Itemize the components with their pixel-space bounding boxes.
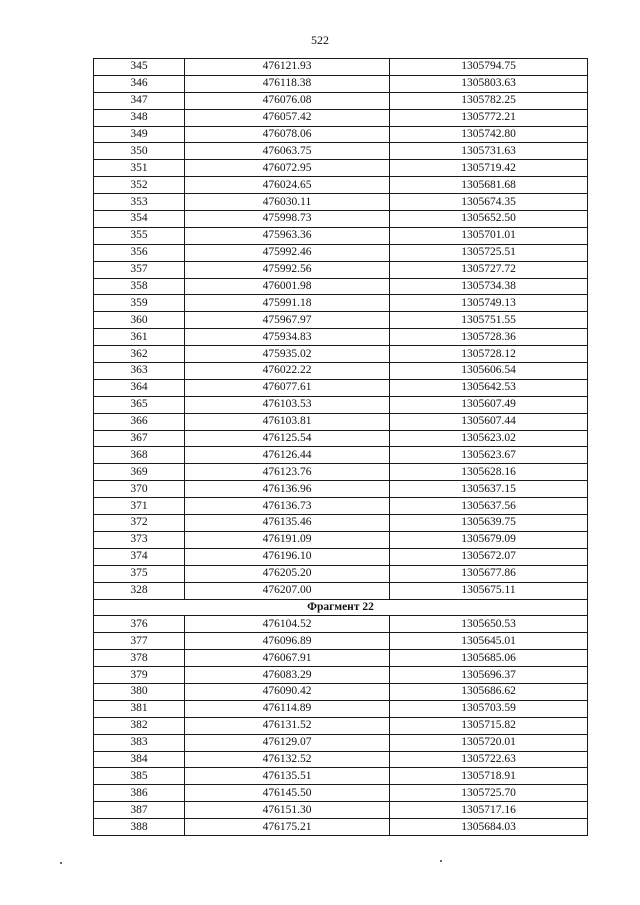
x-coordinate-cell: 476175.21 — [185, 819, 390, 836]
x-coordinate-cell: 476072.95 — [185, 160, 390, 177]
point-number-cell: 356 — [94, 244, 185, 261]
point-number-cell: 378 — [94, 650, 185, 667]
x-coordinate-cell: 476090.42 — [185, 683, 390, 700]
table-row — [94, 700, 588, 717]
point-number-cell: 368 — [94, 447, 185, 464]
point-number-cell: 355 — [94, 227, 185, 244]
y-coordinate-cell: 1305645.01 — [390, 633, 588, 650]
coordinates-table — [93, 58, 588, 836]
y-coordinate-cell: 1305652.50 — [390, 211, 588, 228]
y-coordinate-cell: 1305727.72 — [390, 261, 588, 278]
point-number-cell: 375 — [94, 565, 185, 582]
point-number-cell: 380 — [94, 683, 185, 700]
x-coordinate-cell: 476063.75 — [185, 143, 390, 160]
x-coordinate-cell: 476078.06 — [185, 126, 390, 143]
table-row — [94, 667, 588, 684]
table-row — [94, 278, 588, 295]
table-row — [94, 261, 588, 278]
table-row — [94, 312, 588, 329]
x-coordinate-cell: 476083.29 — [185, 667, 390, 684]
table-row — [94, 802, 588, 819]
table-row — [94, 683, 588, 700]
y-coordinate-cell: 1305751.55 — [390, 312, 588, 329]
point-number-cell: 358 — [94, 278, 185, 295]
x-coordinate-cell: 476001.98 — [185, 278, 390, 295]
x-coordinate-cell: 476191.09 — [185, 531, 390, 548]
point-number-cell: 385 — [94, 768, 185, 785]
point-number-cell: 367 — [94, 430, 185, 447]
table-row — [94, 734, 588, 751]
x-coordinate-cell: 476131.52 — [185, 717, 390, 734]
point-number-cell: 376 — [94, 616, 185, 633]
point-number-cell: 383 — [94, 734, 185, 751]
table-row — [94, 515, 588, 532]
y-coordinate-cell: 1305681.68 — [390, 177, 588, 194]
table-row — [94, 565, 588, 582]
point-number-cell: 352 — [94, 177, 185, 194]
point-number-cell: 384 — [94, 751, 185, 768]
y-coordinate-cell: 1305639.75 — [390, 515, 588, 532]
table-row — [94, 329, 588, 346]
y-coordinate-cell: 1305715.82 — [390, 717, 588, 734]
table-row — [94, 126, 588, 143]
y-coordinate-cell: 1305731.63 — [390, 143, 588, 160]
x-coordinate-cell: 476077.61 — [185, 379, 390, 396]
fragment-title: Фрагмент 22 — [94, 599, 588, 616]
y-coordinate-cell: 1305677.86 — [390, 565, 588, 582]
y-coordinate-cell: 1305718.91 — [390, 768, 588, 785]
y-coordinate-cell: 1305674.35 — [390, 194, 588, 211]
table-row — [94, 160, 588, 177]
y-coordinate-cell: 1305703.59 — [390, 700, 588, 717]
x-coordinate-cell: 476129.07 — [185, 734, 390, 751]
x-coordinate-cell: 476104.52 — [185, 616, 390, 633]
y-coordinate-cell: 1305607.49 — [390, 396, 588, 413]
point-number-cell: 387 — [94, 802, 185, 819]
y-coordinate-cell: 1305717.16 — [390, 802, 588, 819]
point-number-cell: 362 — [94, 346, 185, 363]
table-row — [94, 430, 588, 447]
y-coordinate-cell: 1305742.80 — [390, 126, 588, 143]
table-row — [94, 92, 588, 109]
table-row — [94, 177, 588, 194]
table-row — [94, 363, 588, 380]
y-coordinate-cell: 1305684.03 — [390, 819, 588, 836]
y-coordinate-cell: 1305696.37 — [390, 667, 588, 684]
y-coordinate-cell: 1305623.67 — [390, 447, 588, 464]
y-coordinate-cell: 1305686.62 — [390, 683, 588, 700]
x-coordinate-cell: 476022.22 — [185, 363, 390, 380]
x-coordinate-cell: 476123.76 — [185, 464, 390, 481]
scan-speck — [60, 862, 62, 864]
table-row — [94, 244, 588, 261]
y-coordinate-cell: 1305728.12 — [390, 346, 588, 363]
x-coordinate-cell: 475992.56 — [185, 261, 390, 278]
table-row — [94, 650, 588, 667]
x-coordinate-cell: 476126.44 — [185, 447, 390, 464]
table-row — [94, 295, 588, 312]
x-coordinate-cell: 476057.42 — [185, 109, 390, 126]
y-coordinate-cell: 1305637.15 — [390, 481, 588, 498]
y-coordinate-cell: 1305794.75 — [390, 59, 588, 76]
point-number-cell: 349 — [94, 126, 185, 143]
point-number-cell: 369 — [94, 464, 185, 481]
y-coordinate-cell: 1305701.01 — [390, 227, 588, 244]
point-number-cell: 373 — [94, 531, 185, 548]
table-row — [94, 346, 588, 363]
x-coordinate-cell: 476103.81 — [185, 413, 390, 430]
table-row — [94, 582, 588, 599]
table-row — [94, 633, 588, 650]
table-row — [94, 396, 588, 413]
x-coordinate-cell: 476121.93 — [185, 59, 390, 76]
point-number-cell: 386 — [94, 785, 185, 802]
x-coordinate-cell: 476145.50 — [185, 785, 390, 802]
table-row — [94, 548, 588, 565]
y-coordinate-cell: 1305685.06 — [390, 650, 588, 667]
table-row — [94, 531, 588, 548]
x-coordinate-cell: 476132.52 — [185, 751, 390, 768]
table-row — [94, 447, 588, 464]
y-coordinate-cell: 1305628.16 — [390, 464, 588, 481]
y-coordinate-cell: 1305679.09 — [390, 531, 588, 548]
x-coordinate-cell: 476205.20 — [185, 565, 390, 582]
point-number-cell: 346 — [94, 75, 185, 92]
coordinates-rows-before — [94, 59, 588, 600]
table-row — [94, 194, 588, 211]
x-coordinate-cell: 475935.02 — [185, 346, 390, 363]
y-coordinate-cell: 1305719.42 — [390, 160, 588, 177]
point-number-cell: 365 — [94, 396, 185, 413]
x-coordinate-cell: 475934.83 — [185, 329, 390, 346]
point-number-cell: 366 — [94, 413, 185, 430]
coordinates-rows-after — [94, 616, 588, 836]
point-number-cell: 370 — [94, 481, 185, 498]
fragment-header-row — [94, 599, 588, 616]
y-coordinate-cell: 1305803.63 — [390, 75, 588, 92]
scan-speck — [440, 860, 442, 862]
table-row — [94, 616, 588, 633]
y-coordinate-cell: 1305637.56 — [390, 498, 588, 515]
x-coordinate-cell: 476135.51 — [185, 768, 390, 785]
y-coordinate-cell: 1305650.53 — [390, 616, 588, 633]
point-number-cell: 379 — [94, 667, 185, 684]
fragment-section — [94, 599, 588, 616]
x-coordinate-cell: 476136.96 — [185, 481, 390, 498]
point-number-cell: 359 — [94, 295, 185, 312]
point-number-cell: 361 — [94, 329, 185, 346]
y-coordinate-cell: 1305725.70 — [390, 785, 588, 802]
x-coordinate-cell: 476118.38 — [185, 75, 390, 92]
point-number-cell: 381 — [94, 700, 185, 717]
point-number-cell: 357 — [94, 261, 185, 278]
x-coordinate-cell: 476067.91 — [185, 650, 390, 667]
y-coordinate-cell: 1305607.44 — [390, 413, 588, 430]
x-coordinate-cell: 475991.18 — [185, 295, 390, 312]
table-row — [94, 59, 588, 76]
y-coordinate-cell: 1305675.11 — [390, 582, 588, 599]
point-number-cell: 328 — [94, 582, 185, 599]
page-number: 522 — [311, 33, 329, 47]
table-row — [94, 143, 588, 160]
y-coordinate-cell: 1305734.38 — [390, 278, 588, 295]
x-coordinate-cell: 476196.10 — [185, 548, 390, 565]
point-number-cell: 347 — [94, 92, 185, 109]
x-coordinate-cell: 476114.89 — [185, 700, 390, 717]
table-row — [94, 481, 588, 498]
y-coordinate-cell: 1305782.25 — [390, 92, 588, 109]
y-coordinate-cell: 1305728.36 — [390, 329, 588, 346]
x-coordinate-cell: 476136.73 — [185, 498, 390, 515]
table-row — [94, 227, 588, 244]
y-coordinate-cell: 1305623.02 — [390, 430, 588, 447]
y-coordinate-cell: 1305772.21 — [390, 109, 588, 126]
y-coordinate-cell: 1305749.13 — [390, 295, 588, 312]
x-coordinate-cell: 476076.08 — [185, 92, 390, 109]
x-coordinate-cell: 476151.30 — [185, 802, 390, 819]
x-coordinate-cell: 476125.54 — [185, 430, 390, 447]
y-coordinate-cell: 1305606.54 — [390, 363, 588, 380]
table-row — [94, 211, 588, 228]
table-row — [94, 109, 588, 126]
point-number-cell: 345 — [94, 59, 185, 76]
x-coordinate-cell: 476030.11 — [185, 194, 390, 211]
point-number-cell: 374 — [94, 548, 185, 565]
point-number-cell: 388 — [94, 819, 185, 836]
x-coordinate-cell: 475998.73 — [185, 211, 390, 228]
table-row — [94, 413, 588, 430]
y-coordinate-cell: 1305672.07 — [390, 548, 588, 565]
point-number-cell: 377 — [94, 633, 185, 650]
y-coordinate-cell: 1305642.53 — [390, 379, 588, 396]
point-number-cell: 360 — [94, 312, 185, 329]
point-number-cell: 353 — [94, 194, 185, 211]
x-coordinate-cell: 475992.46 — [185, 244, 390, 261]
table-row — [94, 379, 588, 396]
point-number-cell: 363 — [94, 363, 185, 380]
point-number-cell: 371 — [94, 498, 185, 515]
table-row — [94, 819, 588, 836]
y-coordinate-cell: 1305720.01 — [390, 734, 588, 751]
x-coordinate-cell: 476135.46 — [185, 515, 390, 532]
table-row — [94, 717, 588, 734]
x-coordinate-cell: 475967.97 — [185, 312, 390, 329]
table-row — [94, 75, 588, 92]
x-coordinate-cell: 475963.36 — [185, 227, 390, 244]
y-coordinate-cell: 1305722.63 — [390, 751, 588, 768]
table-row — [94, 785, 588, 802]
point-number-cell: 382 — [94, 717, 185, 734]
x-coordinate-cell: 476103.53 — [185, 396, 390, 413]
point-number-cell: 354 — [94, 211, 185, 228]
point-number-cell: 351 — [94, 160, 185, 177]
y-coordinate-cell: 1305725.51 — [390, 244, 588, 261]
x-coordinate-cell: 476207.00 — [185, 582, 390, 599]
point-number-cell: 350 — [94, 143, 185, 160]
table-row — [94, 751, 588, 768]
point-number-cell: 348 — [94, 109, 185, 126]
table-row — [94, 464, 588, 481]
table-row — [94, 768, 588, 785]
table-row — [94, 498, 588, 515]
point-number-cell: 372 — [94, 515, 185, 532]
x-coordinate-cell: 476096.89 — [185, 633, 390, 650]
point-number-cell: 364 — [94, 379, 185, 396]
x-coordinate-cell: 476024.65 — [185, 177, 390, 194]
